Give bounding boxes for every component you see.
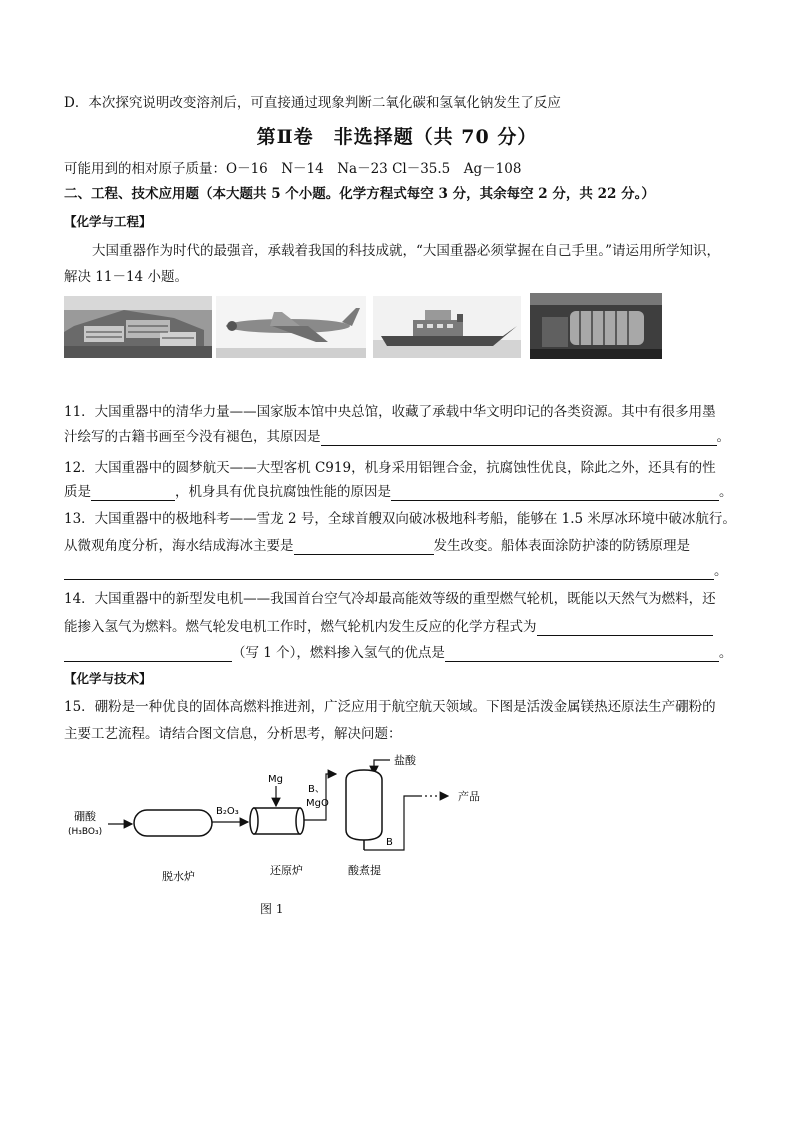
b-output-label: B — [386, 837, 393, 848]
library-building-photo — [64, 296, 212, 358]
question-14-text-c: （写 1 个），燃料掺入氢气的优点是 — [232, 645, 445, 661]
answer-blank-12b[interactable] — [391, 487, 719, 501]
answer-blank-11[interactable] — [321, 432, 717, 446]
section-two-heading: 二、工程、技术应用题（本大题共 5 个小题。化学方程式每空 3 分，其余每空 2 分，共 22 分。） — [64, 186, 655, 202]
boric-acid-formula: (H₃BO₃) — [68, 827, 103, 837]
arrow-to-acid-tank — [304, 774, 336, 820]
question-13-line-3 — [64, 562, 728, 580]
question-d-option: D．本次探究说明改变溶剂后，可直接通过现象判断二氧化碳和氢氧化钠发生了反应 — [64, 95, 561, 111]
b-comma-label: B、 — [308, 784, 325, 795]
dehydration-furnace — [134, 810, 212, 836]
question-13-text-a: 从微观角度分析，海水结成海冰主要是 — [64, 538, 294, 554]
reduction-furnace — [250, 808, 304, 834]
question-12-text-a: 质是 — [64, 484, 91, 500]
volume-title: 第Ⅱ卷 非选择题（共 70 分） — [256, 126, 538, 148]
answer-blank-12a[interactable] — [91, 487, 175, 501]
answer-blank-13a[interactable] — [294, 541, 434, 555]
answer-blank-14c[interactable] — [445, 648, 719, 662]
technology-heading: 【化学与技术】 — [64, 671, 152, 686]
question-14-line-1: 14．大国重器中的新型发电机——我国首台空气冷却最高能效等级的重型燃气轮机，既能以天然气为燃料，还 — [64, 591, 716, 607]
question-11-text: 汁绘写的古籍书画至今没有褪色，其原因是 — [64, 429, 321, 445]
question-15-line-1: 15．硼粉是一种优良的固体高燃料推进剂，广泛应用于航空航天领域。下图是活泼金属镁热还原法生产硼粉的 — [64, 699, 716, 715]
engineering-heading: 【化学与工程】 — [64, 214, 152, 229]
answer-blank-14a[interactable] — [537, 622, 713, 636]
mgo-label: MgO — [306, 798, 329, 809]
period: 。 — [714, 563, 728, 579]
question-12-line-2 — [64, 483, 733, 501]
boric-acid-label: 硼酸 — [74, 810, 96, 823]
b2o3-label: B₂O₃ — [216, 806, 239, 817]
question-15-line-2: 主要工艺流程。请结合图文信息，分析思考，解决问题： — [64, 726, 402, 742]
acid-boiling-tank-label: 酸煮提 — [348, 864, 381, 877]
reduction-furnace-label: 还原炉 — [270, 864, 303, 877]
figure-caption: 图 1 — [260, 902, 284, 916]
question-13-text-b: 发生改变。船体表面涂防护漆的防锈原理是 — [433, 538, 690, 554]
question-14-line-3 — [64, 644, 732, 662]
question-11-line-1: 11．大国重器中的清华力量——国家版本馆中央总馆，收藏了承载中华文明印记的各类资源。其中有很多用墨 — [64, 404, 716, 420]
question-12-line-1: 12．大国重器中的圆梦航天——大型客机 C919，机身采用铝锂合金，抗腐蚀性优良，除此之外，还具有的性 — [64, 460, 716, 476]
answer-blank-14b[interactable] — [64, 648, 232, 662]
dehydration-furnace-label: 脱水炉 — [162, 870, 195, 883]
question-12-text-b: ，机身具有优良抗腐蚀性能的原因是 — [175, 484, 391, 500]
question-14-line-2 — [64, 618, 713, 636]
answer-blank-13b[interactable] — [64, 566, 714, 580]
engineering-intro-1: 大国重器作为时代的最强音，承载着我国的科技成就，“大国重器必须掌握在自己手里。”请运用所学知识， — [92, 243, 721, 259]
c919-airplane-photo — [216, 296, 366, 358]
hcl-label: 盐酸 — [394, 754, 416, 767]
mg-label: Mg — [268, 774, 283, 785]
question-13-line-2 — [64, 537, 690, 555]
product-label: 产品 — [458, 790, 480, 803]
icebreaker-ship-photo — [373, 296, 521, 358]
acid-boiling-tank — [346, 770, 382, 850]
period: 。 — [716, 429, 730, 445]
period: 。 — [719, 484, 733, 500]
engineering-intro-2: 解决 11－14 小题。 — [64, 269, 188, 285]
boron-process-flow-diagram — [64, 750, 504, 920]
period: 。 — [718, 645, 733, 661]
atomic-masses: 可能用到的相对原子质量：O－16 N－14 Na－23 Cl－35.5 Ag－108 — [64, 161, 522, 177]
question-11-line-2 — [64, 428, 730, 446]
gas-turbine-photo — [530, 293, 662, 359]
question-13-line-1: 13．大国重器中的极地科考——雪龙 2 号，全球首艘双向破冰极地科考船，能够在 1.5 米厚冰环境中破冰航行。 — [64, 511, 736, 527]
question-14-text: 能掺入氢气为燃料。燃气轮发电机工作时，燃气轮机内发生反应的化学方程式为 — [64, 619, 537, 635]
